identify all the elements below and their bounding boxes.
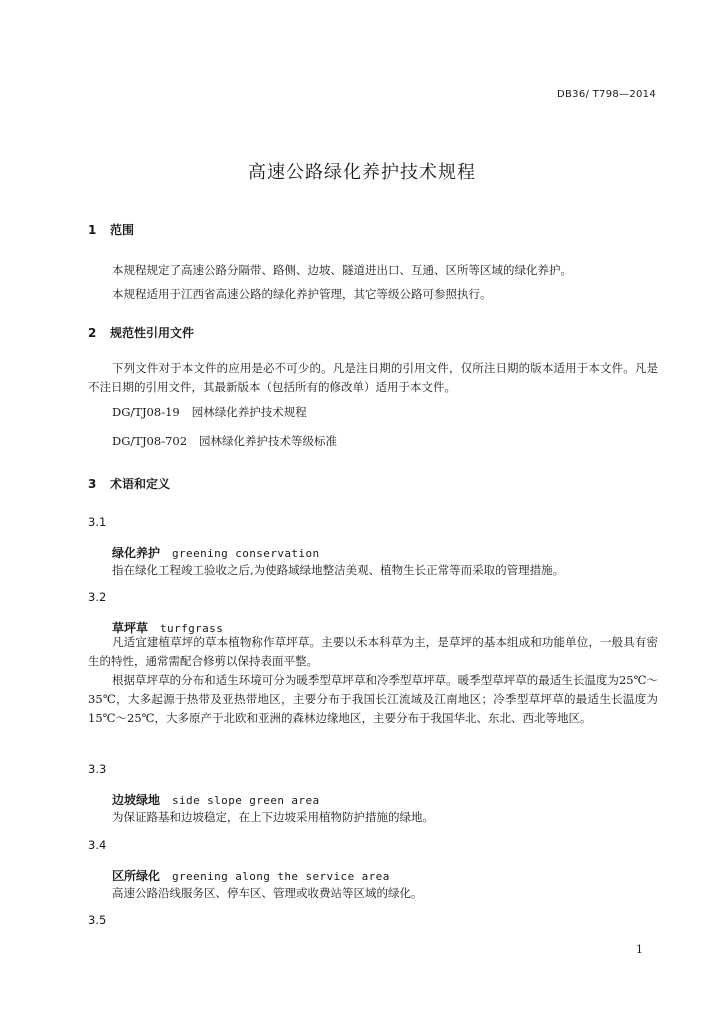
term-heading: [112, 542, 320, 561]
section-2-heading: [88, 324, 194, 341]
term-definition: 凡适宜建植草坪的草本植物称作草坪草。主要以禾本科草为主，是草坪的基本组成和功能单位，一般具有密生的特性，通常需配合修剪以保持表面平整。: [88, 635, 658, 668]
section-number: 1: [88, 223, 97, 237]
paragraph: 本规程适用于江西省高速公路的绿化养护管理，其它等级公路可参照执行。: [112, 287, 492, 301]
paragraph: 下列文件对于本文件的应用是必不可少的。凡是注日期的引用文件，仅所注日期的版本适用于本文件。凡是不注日期的引用文件，其最新版本（包括所有的修改单）适用于本文件。: [88, 361, 658, 394]
term-heading: [112, 865, 390, 884]
term-zh: 边坡绿地: [112, 793, 161, 807]
section-1-heading: [88, 221, 134, 238]
term-definition: 为保证路基和边坡稳定，在上下边坡采用植物防护措施的绿地。: [112, 810, 434, 824]
section-number: 3: [88, 477, 97, 491]
term-en: side slope green area: [172, 794, 320, 807]
clause-number: 3.5: [88, 913, 107, 927]
term-zh: 绿化养护: [112, 546, 161, 560]
clause-number: 3.4: [88, 838, 107, 852]
section-title: 规范性引用文件: [110, 326, 195, 340]
term-heading: [112, 789, 320, 808]
term-definition: 高速公路沿线服务区、停车区、管理或收费站等区域的绿化。: [112, 886, 423, 900]
term-zh: 区所绿化: [112, 869, 161, 883]
reference-title: 园林绿化养护技术等级标准: [199, 434, 338, 448]
term-definition: 指在绿化工程竣工验收之后,为使路域绿地整洁美观、植物生长正常等而采取的管理措施。: [112, 563, 565, 577]
clause-number: 3.3: [88, 762, 107, 776]
reference-title: 园林绿化养护技术规程: [191, 405, 307, 419]
section-3-heading: [88, 475, 170, 492]
standard-code: DB36/ T798—2014: [557, 89, 656, 100]
term-en: turfgrass: [160, 622, 224, 635]
reference-code: DG/TJ08-19: [112, 405, 180, 419]
document-title: 高速公路绿化养护技术规程: [248, 162, 476, 183]
reference-item: [112, 404, 307, 420]
page-number: 1: [636, 943, 643, 956]
paragraph: 本规程规定了高速公路分隔带、路侧、边坡、隧道进出口、互通、区所等区域的绿化养护。: [112, 263, 572, 277]
section-number: 2: [88, 326, 97, 340]
term-en: greening along the service area: [172, 870, 390, 883]
clause-number: 3.2: [88, 590, 107, 604]
section-title: 范围: [110, 223, 135, 237]
section-title: 术语和定义: [110, 477, 171, 491]
term-zh: 草坪草: [112, 621, 149, 635]
term-en: greening conservation: [172, 547, 320, 560]
term-definition: 根据草坪草的分布和适生环境可分为暖季型草坪草和冷季型草坪草。暖季型草坪草的最适生长温度为25℃～35℃，大多起源于热带及亚热带地区，主要分布于我国长江流域及江南地区；冷季型草坪草的最适生长温度为15℃～25℃，大多原产于北欧和亚洲的森林边缘地区，主要分布于我国华北、东北、西北等地区。: [88, 673, 658, 725]
reference-code: DG/TJ08-702: [112, 434, 188, 448]
reference-item: [112, 433, 337, 449]
clause-number: 3.1: [88, 515, 107, 529]
